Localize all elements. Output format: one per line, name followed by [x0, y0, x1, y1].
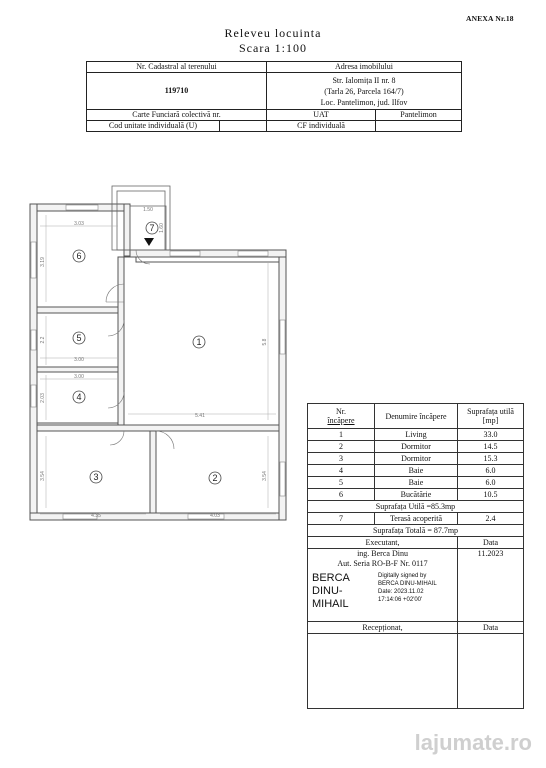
executant-box: [308, 549, 458, 622]
row-area: 14.5: [458, 441, 524, 453]
addr-line-3: Loc. Pantelimon, jud. Ilfov: [320, 97, 408, 107]
room-3-label: 3: [93, 472, 99, 482]
row-name: Terasă acoperită: [375, 513, 458, 525]
room-5-label: 5: [76, 333, 82, 343]
table-row: [308, 465, 524, 477]
cad-cf-label: Carte Funciară colectivă nr.: [87, 110, 267, 121]
row-nr: 7: [308, 513, 375, 525]
digital-signature-details: [374, 572, 437, 604]
row-area: 6.0: [458, 477, 524, 489]
cad-header-addr: Adresa imobilului: [267, 62, 462, 73]
room-1-label: 1: [196, 337, 202, 347]
executant-data-label: Data: [458, 537, 524, 549]
room-7-label: 7: [149, 223, 155, 233]
row-name: Bucătărie: [375, 489, 458, 501]
rooms-header-nr-1: Nr.: [336, 407, 346, 416]
received-box: [308, 634, 458, 709]
room-6-label: 6: [76, 251, 82, 261]
row-area: 2.4: [458, 513, 524, 525]
floor-plan: [0, 180, 300, 525]
engineer-name: ing. Berca Dinu: [357, 549, 408, 558]
addr-line-2: (Tarla 26, Parcela 164/7): [324, 86, 404, 96]
row-area: 33.0: [458, 429, 524, 441]
room-labels: [73, 222, 221, 484]
plan-doors: [106, 250, 174, 449]
sign-line-2: BERCA DINU-MIHAIL: [378, 581, 437, 587]
page-title: [0, 26, 546, 56]
table-row: [308, 489, 524, 501]
dim-r6-side: 3.19: [40, 257, 46, 267]
row-nr: 1: [308, 429, 375, 441]
dim-r1-side: 5.8: [262, 338, 268, 346]
rooms-header-nr: [308, 404, 375, 429]
rooms-header-area: [458, 404, 524, 429]
title-text: Releveu locuinta: [224, 26, 322, 40]
row-area: 10.5: [458, 489, 524, 501]
room-4-label: 4: [76, 392, 82, 402]
sign-line-4: 17:14:06 +02'00': [378, 597, 423, 603]
rooms-header-area-1: Suprafața utilă: [467, 407, 514, 416]
useful-area-total: Suprafața Utilă =85.3mp: [308, 501, 524, 513]
signer-name-line-1: BERCA DINU-: [312, 572, 350, 597]
row-name: Baie: [375, 477, 458, 489]
cad-header-nr: Nr. Cadastral al terenului: [87, 62, 267, 73]
cad-uat-label: UAT: [267, 110, 376, 121]
rooms-header-area-2: [mp]: [482, 416, 499, 425]
rooms-table: [307, 403, 524, 709]
scale-text: Scara 1:100: [239, 41, 307, 55]
dim-r1-bottom: 5.41: [195, 413, 205, 419]
executant-label: Executant,: [308, 537, 458, 549]
row-name: Living: [375, 429, 458, 441]
room-2-label: 2: [212, 473, 218, 483]
terrace-outline: [112, 186, 170, 250]
total-area: Suprafața Totală = 87.7mp: [308, 525, 524, 537]
table-row: [308, 429, 524, 441]
dim-r4-top: 3.00: [74, 374, 84, 380]
cad-cf-ind-label: CF individuală: [267, 121, 376, 132]
table-row: [308, 513, 524, 525]
addr-line-1: Str. Ialomița II nr. 8: [332, 75, 396, 85]
dim-r2-side: 3.54: [262, 471, 268, 481]
sign-line-1: Digitally signed by: [378, 573, 427, 579]
row-nr: 5: [308, 477, 375, 489]
dim-r6-top: 3.03: [74, 221, 84, 227]
cad-unit-label: Cod unitate individuală (U): [87, 121, 220, 132]
dim-r5-side: 2.2: [40, 336, 46, 344]
row-nr: 3: [308, 453, 375, 465]
cad-cf-ind-value: [376, 121, 462, 132]
table-row: [308, 441, 524, 453]
row-nr: 4: [308, 465, 375, 477]
watermark: lajumate.ro: [414, 730, 532, 755]
annex-label: ANEXA Nr.18: [466, 14, 514, 23]
rooms-header-name: Denumire încăpere: [375, 404, 458, 429]
row-nr: 6: [308, 489, 375, 501]
row-name: Dormitor: [375, 441, 458, 453]
dim-r7-side: 1.60: [159, 223, 165, 233]
dim-r3-side: 3.54: [40, 471, 46, 481]
row-name: Dormitor: [375, 453, 458, 465]
signer-name: [308, 572, 374, 611]
rooms-header-nr-2: încăpere: [327, 416, 355, 425]
received-date-box: [458, 634, 524, 709]
received-label: Recepționat,: [308, 622, 458, 634]
row-name: Baie: [375, 465, 458, 477]
cad-unit-value: [220, 121, 267, 132]
row-area: 15.3: [458, 453, 524, 465]
signer-name-line-2: MIHAIL: [312, 598, 349, 610]
executant-date: 11.2023: [458, 549, 524, 622]
table-row: [308, 477, 524, 489]
cadastral-table: [86, 61, 462, 132]
cad-uat-value: Pantelimon: [376, 110, 462, 121]
row-area: 6.0: [458, 465, 524, 477]
engineer-authorization: Aut. Seria RO-B-F Nr. 0117: [337, 559, 428, 568]
dim-r4-side: 2.03: [40, 393, 46, 403]
table-row: [308, 453, 524, 465]
cad-address: [267, 73, 462, 110]
dim-r5-bottom: 3.00: [74, 357, 84, 363]
received-data-label: Data: [458, 622, 524, 634]
dim-r2-bottom: 4.03: [210, 513, 220, 519]
cad-nr-value: 119710: [87, 73, 267, 110]
dim-r7-top: 1.50: [143, 207, 153, 213]
row-nr: 2: [308, 441, 375, 453]
entrance-arrow-icon: [144, 238, 154, 246]
dim-r3-bottom: 4.35: [91, 513, 101, 519]
sign-line-3: Date: 2023.11.02: [378, 589, 424, 595]
